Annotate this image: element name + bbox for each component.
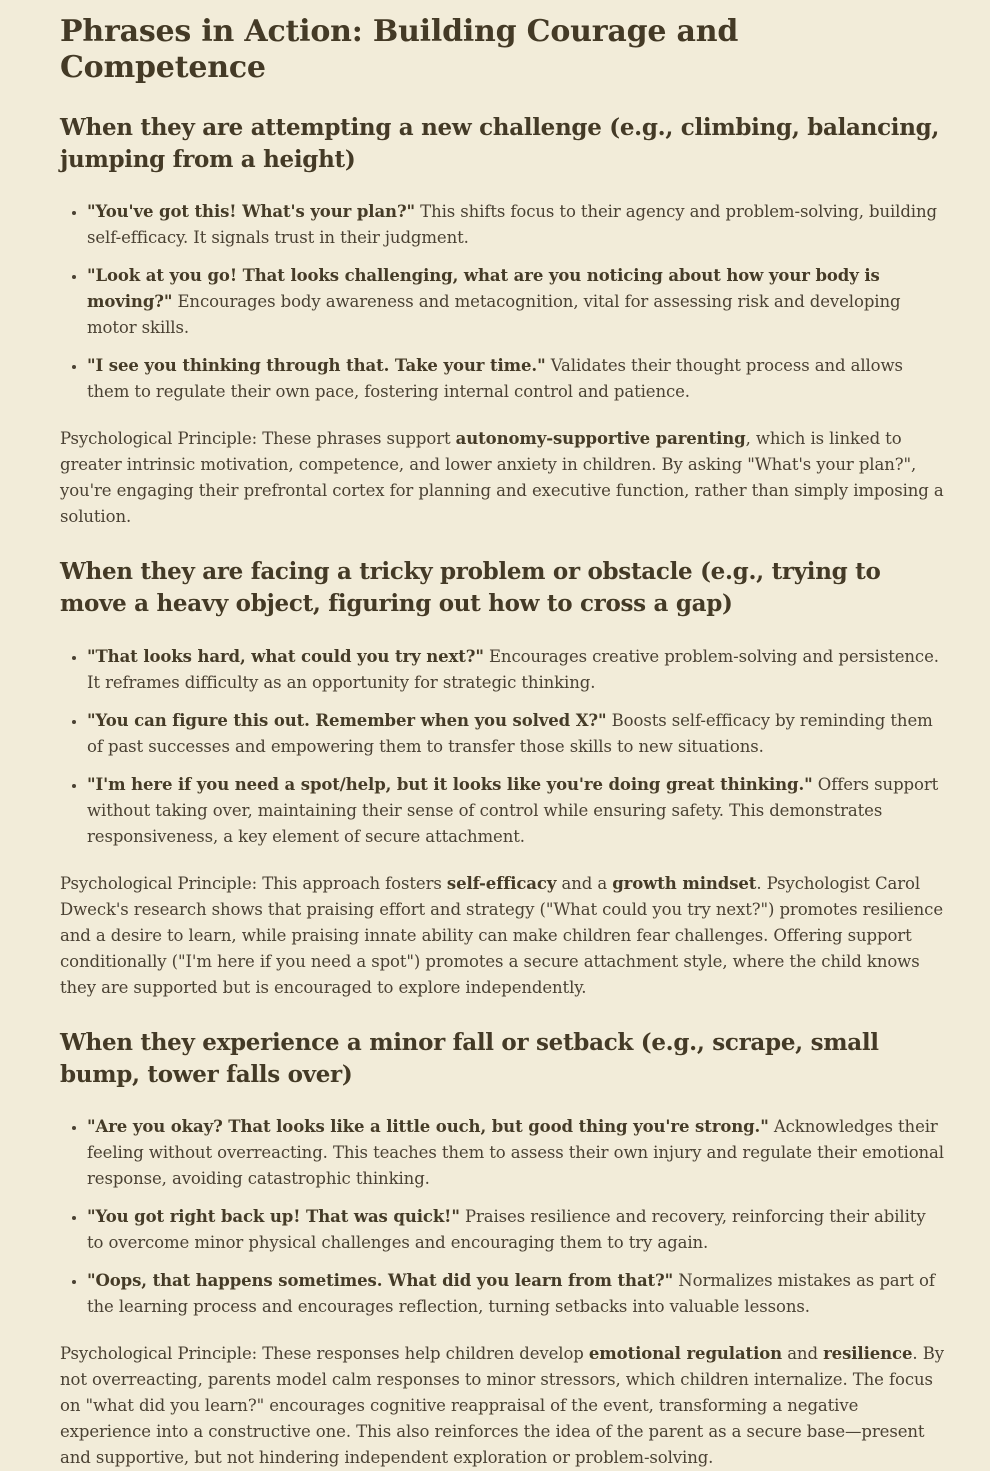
- phrase-list-item: [87, 708, 946, 760]
- principle-term-bold: autonomy-supportive parenting: [455, 429, 746, 449]
- phrase-quote-bold: "That looks hard, what could you try next?": [87, 646, 484, 666]
- principle-term-bold: emotional regulation: [588, 1344, 783, 1364]
- phrase-quote-bold: "Are you okay? That looks like a little ouch, but good thing you're strong.": [87, 1117, 769, 1137]
- phrase-list-item: [87, 772, 946, 850]
- phrase-list-item: [87, 1114, 946, 1192]
- phrase-explanation: This shifts focus to their agency and problem-solving, building self-efficacy. It signals trust in their judgment.: [87, 202, 937, 248]
- page-title: Phrases in Action: Building Courage and Competence: [60, 14, 739, 85]
- phrase-list-item: [87, 353, 946, 405]
- phrase-explanation: Normalizes mistakes as part of the learning process and encourages reflection, turning setbacks into valuable lessons.: [87, 1271, 935, 1317]
- phrase-quote-bold: "Oops, that happens sometimes. What did you learn from that?": [87, 1271, 674, 1291]
- phrase-explanation: Encourages creative problem-solving and persistence. It reframes difficulty as an opportunity for strategic thinking.: [87, 646, 939, 692]
- sections-container: [60, 112, 946, 1471]
- principle-text: and a: [556, 873, 613, 893]
- principle-text: Psychological Principle: These phrases support: [60, 429, 456, 449]
- phrase-explanation: Acknowledges their feeling without overreacting. This teaches them to assess their own injury and regulate their emotional response, avoiding catastrophic thinking.: [87, 1117, 944, 1189]
- principle-term-bold: resilience: [823, 1344, 913, 1364]
- phrase-quote-bold: "You've got this! What's your plan?": [87, 202, 416, 222]
- phrase-explanation: Offers support without taking over, maintaining their sense of control while ensuring safety. This demonstrates responsiveness, a key element of secure attachment.: [87, 774, 939, 846]
- phrase-list: [60, 1114, 946, 1320]
- principle-text: . Psychologist Carol Dweck's research shows that praising effort and strategy ("What could you try next?") promotes resilience and a desire to learn, while praising innate ability can make children fear challenges. Offering support conditionally ("I'm here if you need a spot") promotes a secure attachment style, where the child knows they are supported but is encouraged to explore independently.: [60, 873, 943, 997]
- phrase-list-item: [87, 1204, 946, 1256]
- phrase-list: [60, 644, 946, 850]
- phrase-list-item: [87, 263, 946, 341]
- phrase-quote-bold: "You can figure this out. Remember when you solved X?": [87, 710, 607, 730]
- principle-text: Psychological Principle: This approach fosters: [60, 873, 447, 893]
- principle-text: , which is linked to greater intrinsic motivation, competence, and lower anxiety in children. By asking "What's your plan?", you're engaging their prefrontal cortex for planning and executive function, rather than simply imposing a solution.: [60, 429, 944, 527]
- principle-text: . By not overreacting, parents model calm responses to minor stressors, which children internalize. The focus on "what did you learn?" encourages cognitive reappraisal of the event, transforming a negative experience into a constructive one. This also reinforces the idea of the parent as a secure base—present and supportive, but not hindering independent exploration or problem-solving.: [60, 1344, 944, 1468]
- phrase-quote-bold: "I see you thinking through that. Take your time.": [87, 356, 546, 376]
- phrase-quote-bold: "I'm here if you need a spot/help, but it looks like you're doing great thinking.": [87, 774, 813, 794]
- phrase-list-item: [87, 199, 946, 251]
- section-heading: When they are facing a tricky problem or obstacle (e.g., trying to move a heavy object, figuring out how to cross a gap): [60, 558, 881, 618]
- principle-term-bold: self-efficacy: [446, 873, 557, 893]
- phrase-quote-bold: "You got right back up! That was quick!": [87, 1207, 460, 1227]
- psychological-principle-paragraph: [60, 426, 946, 530]
- principle-text: Psychological Principle: These responses help children develop: [60, 1344, 589, 1364]
- section-heading: When they are attempting a new challenge (e.g., climbing, balancing, jumping from a height): [60, 114, 940, 173]
- phrase-explanation: Encourages body awareness and metacognition, vital for assessing risk and developing motor skills.: [87, 292, 901, 338]
- phrase-explanation: Praises resilience and recovery, reinforcing their ability to overcome minor physical challenges and encouraging them to try again.: [87, 1207, 926, 1253]
- principle-term-bold: growth mindset: [612, 873, 757, 893]
- phrase-quote-bold: "Look at you go! That looks challenging, what are you noticing about how your body is moving?": [87, 266, 880, 312]
- phrase-list-item: [87, 1268, 946, 1320]
- psychological-principle-paragraph: [60, 871, 946, 1001]
- phrase-explanation: Validates their thought process and allows them to regulate their own pace, fostering internal control and patience.: [87, 356, 903, 402]
- psychological-principle-paragraph: [60, 1341, 946, 1471]
- phrase-list-item: [87, 644, 946, 696]
- section-heading: When they experience a minor fall or setback (e.g., scrape, small bump, tower falls over): [60, 1028, 879, 1088]
- phrase-list: [60, 199, 946, 405]
- phrase-explanation: Boosts self-efficacy by reminding them of past successes and empowering them to transfer those skills to new situations.: [87, 710, 933, 756]
- principle-text: and: [782, 1344, 824, 1364]
